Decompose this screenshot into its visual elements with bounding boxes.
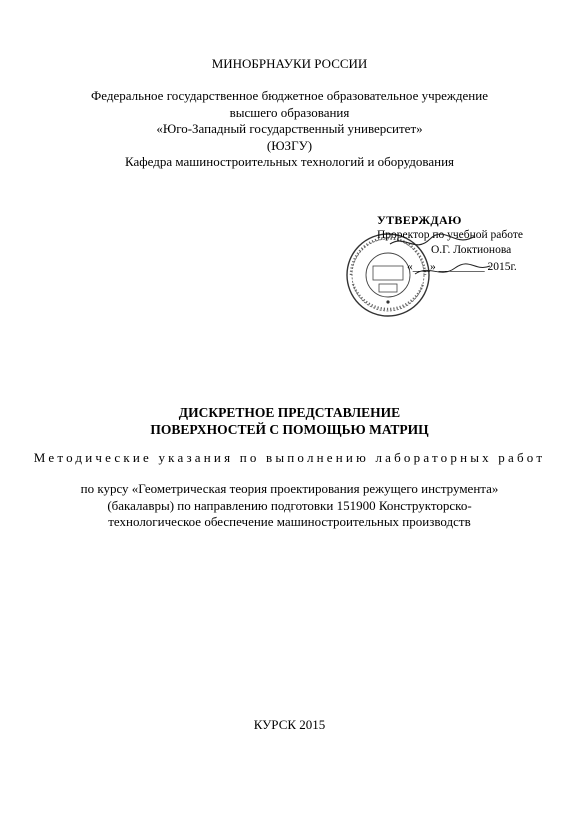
- title-line: ДИСКРЕТНОЕ ПРЕДСТАВЛЕНИЕ: [178, 405, 401, 420]
- course-line: технологическое обеспечение машиностроительных производств: [108, 514, 471, 529]
- city-year: КУРСК 2015: [253, 717, 326, 732]
- institution-line: «Юго-Западный государственный университет»: [156, 121, 423, 136]
- course-line: (бакалавры) по направлению подготовки 151900 Конструкторско-: [107, 497, 472, 513]
- approval-date: «___» ________ 2015г.: [407, 261, 517, 273]
- institution-line: (ЮЗГУ): [266, 137, 313, 153]
- department-line: Кафедра машиностроительных технологий и оборудования: [124, 154, 455, 169]
- document-subtitle: Методические указания по выполнению лабораторных работ: [33, 450, 546, 465]
- approval-stamp-block: [345, 206, 545, 336]
- course-line: по курсу «Геометрическая теория проектирования режущего инструмента»: [80, 481, 499, 496]
- institution-block: [0, 88, 579, 171]
- signature-icon: [385, 224, 495, 284]
- institution-line: высшего образования: [229, 104, 350, 120]
- title-line: ПОВЕРХНОСТЕЙ С ПОМОЩЬЮ МАТРИЦ: [150, 422, 429, 437]
- approval-position: Проректор по учебной работе: [377, 229, 523, 241]
- course-description: [0, 481, 579, 531]
- approval-title: УТВЕРЖДАЮ: [377, 213, 462, 227]
- institution-line: Федеральное государственное бюджетное образовательное учреждение: [91, 88, 488, 103]
- ministry-heading: МИНОБРНАУКИ РОССИИ: [211, 56, 368, 71]
- approval-name: О.Г. Локтионова: [431, 244, 512, 256]
- document-title: [0, 404, 579, 438]
